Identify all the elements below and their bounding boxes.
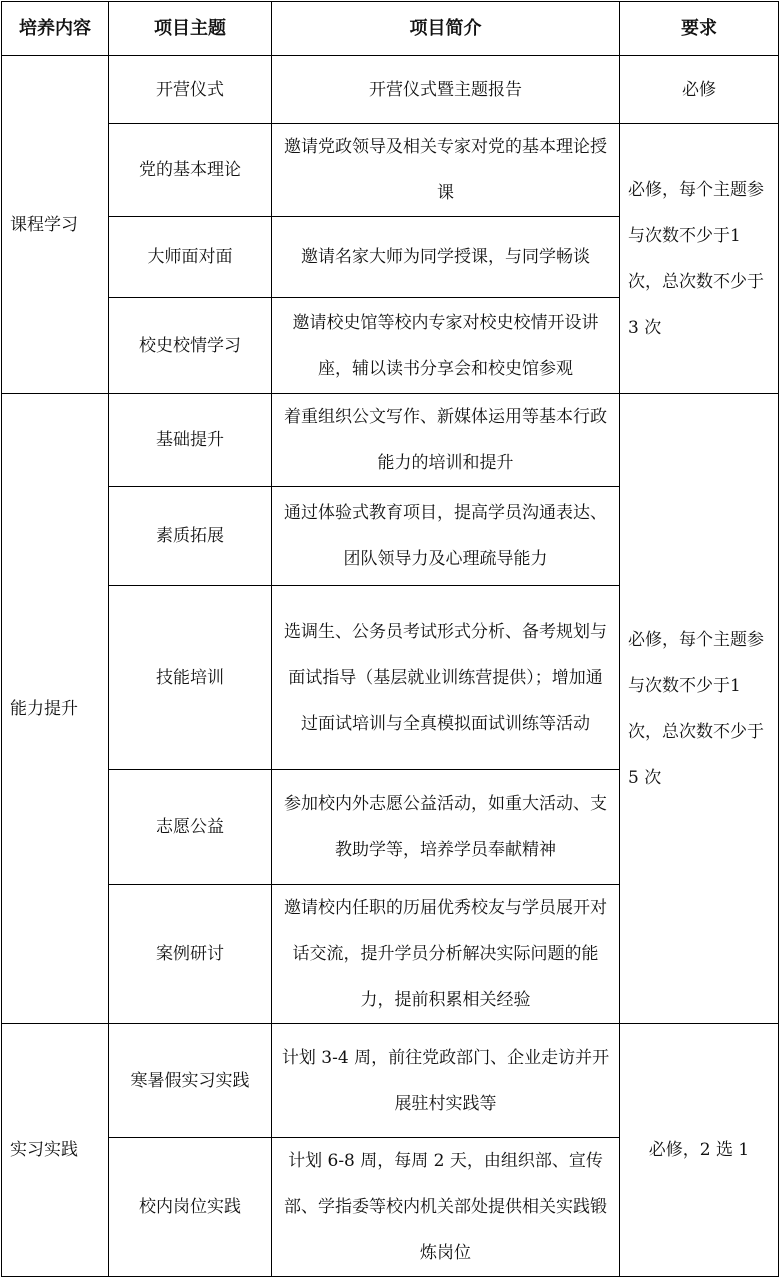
topic-cell: 案例研讨 [109,885,272,1024]
requirement-cell: 必修，每个主题参与次数不少于1次，总次数不少于 3 次 [620,124,779,394]
topic-cell: 党的基本理论 [109,124,272,217]
topic-cell: 开营仪式 [109,56,272,124]
description-cell: 计划 3-4 周，前往党政部门、企业走访并开展驻村实践等 [272,1024,620,1138]
header-requirement: 要求 [620,2,779,56]
description-cell: 邀请名家大师为同学授课，与同学畅谈 [272,217,620,298]
header-training-content: 培养内容 [2,2,109,56]
topic-cell: 技能培训 [109,586,272,770]
topic-cell: 志愿公益 [109,770,272,885]
description-cell: 邀请校史馆等校内专家对校史校情开设讲座，辅以读书分享会和校史馆参观 [272,298,620,394]
topic-cell: 校史校情学习 [109,298,272,394]
requirement-cell: 必修，2 选 1 [620,1024,779,1277]
topic-cell: 校内岗位实践 [109,1138,272,1277]
table-row [2,1024,779,1138]
table-row [2,56,779,124]
description-cell: 参加校内外志愿公益活动，如重大活动、支教助学等，培养学员奉献精神 [272,770,620,885]
description-cell: 通过体验式教育项目，提高学员沟通表达、团队领导力及心理疏导能力 [272,487,620,586]
header-project-intro: 项目简介 [272,2,620,56]
table-row [2,394,779,487]
topic-cell: 寒暑假实习实践 [109,1024,272,1138]
description-cell: 邀请校内任职的历届优秀校友与学员展开对话交流，提升学员分析解决实际问题的能力，提前积累相关经验 [272,885,620,1024]
description-cell: 选调生、公务员考试形式分析、备考规划与面试指导（基层就业训练营提供）；增加通过面试培训与全真模拟面试训练等活动 [272,586,620,770]
training-content-table [1,1,779,1277]
topic-cell: 基础提升 [109,394,272,487]
table-row [2,124,779,217]
requirement-cell: 必修，每个主题参与次数不少于1次，总次数不少于 5 次 [620,394,779,1024]
description-cell: 计划 6-8 周，每周 2 天，由组织部、宣传部、学指委等校内机关部处提供相关实践锻炼岗位 [272,1138,620,1277]
topic-cell: 素质拓展 [109,487,272,586]
description-cell: 着重组织公文写作、新媒体运用等基本行政能力的培训和提升 [272,394,620,487]
description-cell: 开营仪式暨主题报告 [272,56,620,124]
category-ability-improvement: 能力提升 [2,394,109,1024]
category-course-study: 课程学习 [2,56,109,394]
category-internship-practice: 实习实践 [2,1024,109,1277]
description-cell: 邀请党政领导及相关专家对党的基本理论授课 [272,124,620,217]
topic-cell: 大师面对面 [109,217,272,298]
header-project-topic: 项目主题 [109,2,272,56]
requirement-cell: 必修 [620,56,779,124]
